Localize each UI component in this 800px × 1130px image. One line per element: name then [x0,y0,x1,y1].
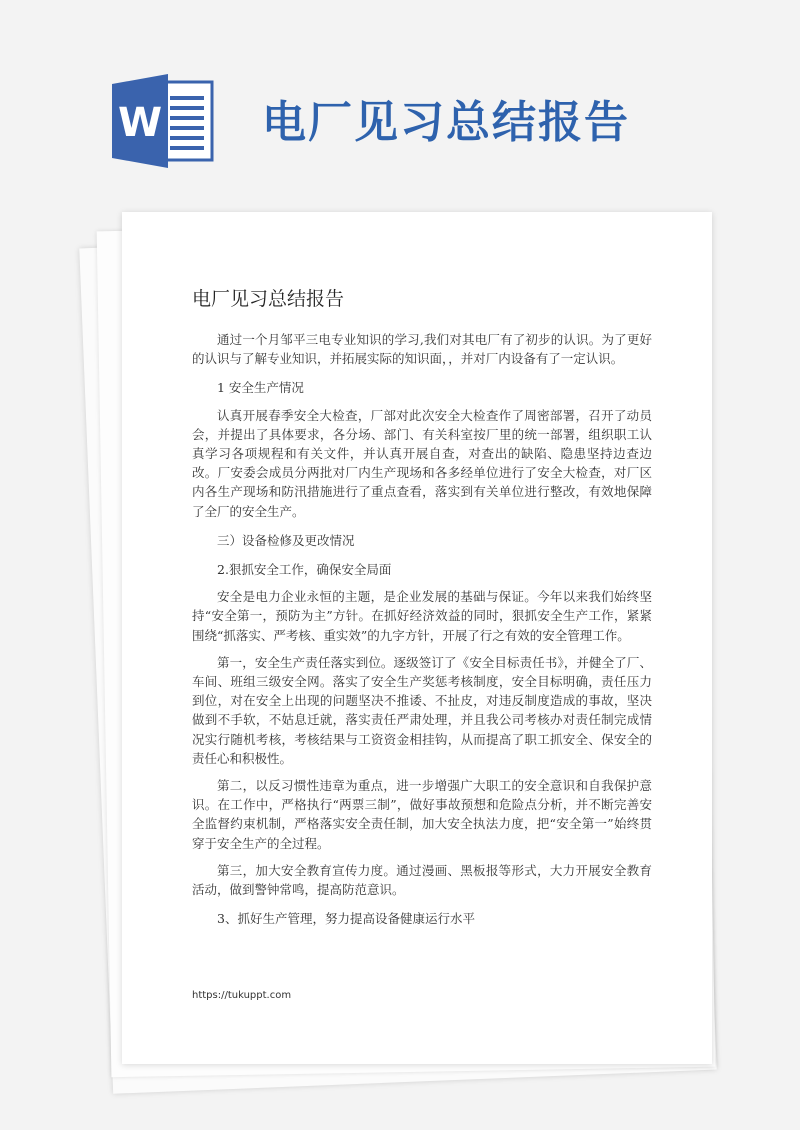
body-paragraph: 第二，以反习惯性违章为重点，进一步增强广大职工的安全意识和自我保护意识。在工作中，严格执行“两票三制”，做好事故预想和危险点分析，并不断完善安全监督约束机制，严格落实安全责任制，加大安全执法力度，把“安全第一”始终贯穿于安全生产的全过程。 [192,778,652,851]
section-heading: 1 安全生产情况 [217,380,304,396]
body-paragraph: 第一，安全生产责任落实到位。逐级签订了《安全目标责任书》，并健全了厂、车间、班组三级安全网。落实了安全生产奖惩考核制度，安全目标明确，责任压力到位，对在安全上出现的问题坚决不推诿、不扯皮，对违反制度造成的事故，坚决做到不手软，不姑息迁就，落实责任严肃处理，并且我公司考核办对责任制完成情况实行随机考核，考核结果与工资资金相挂钩，从而提高了职工抓安全、保安全的责任心和积极性。 [192,654,652,766]
section-heading: 三）设备检修及更改情况 [217,532,355,548]
page-title: 电厂见习总结报告 [262,97,630,148]
document-title: 电厂见习总结报告 [192,288,345,310]
document-page [122,212,712,1064]
word-logo-letter: W [117,100,163,146]
section-heading: 2.狠抓安全工作，确保安全局面 [217,562,392,578]
body-paragraph: 认真开展春季安全大检查，厂部对此次安全大检查作了周密部署，召开了动员会，并提出了具体要求，各分场、部门、有关科室按厂里的统一部署，组织职工认真学习各项规程和有关文件，并认真开展自查，对查出的缺陷、隐患坚持边查边改。厂安委会成员分两批对厂内生产现场和各多经单位进行了安全大检查，对厂区内各生产现场和防汛措施进行了重点查看，落实到有关单位进行整改，有效地保障了全厂的安全生产。 [192,407,652,519]
footer-url[interactable]: https://tukuppt.com [192,990,292,1001]
word-document-icon [112,74,216,168]
document-body [192,330,652,936]
body-paragraph: 安全是电力企业永恒的主题，是企业发展的基础与保证。今年以来我们始终坚持“安全第一，预防为主”方针。在抓好经济效益的同时，狠抓安全生产工作，紧紧围绕“抓落实、严考核、重实效”的九字方针，开展了行之有效的安全管理工作。 [192,589,652,643]
section-heading: 3、抓好生产管理，努力提高设备健康运行水平 [217,911,475,927]
body-paragraph: 第三，加大安全教育宣传力度。通过漫画、黑板报等形式，大力开展安全教育活动，做到警钟常鸣，提高防范意识。 [192,862,652,898]
body-paragraph: 通过一个月邹平三电专业知识的学习,我们对其电厂有了初步的认识。为了更好的认识与了解专业知识，并拓展实际的知识面，，并对厂内设备有了一定认识。 [192,332,652,367]
